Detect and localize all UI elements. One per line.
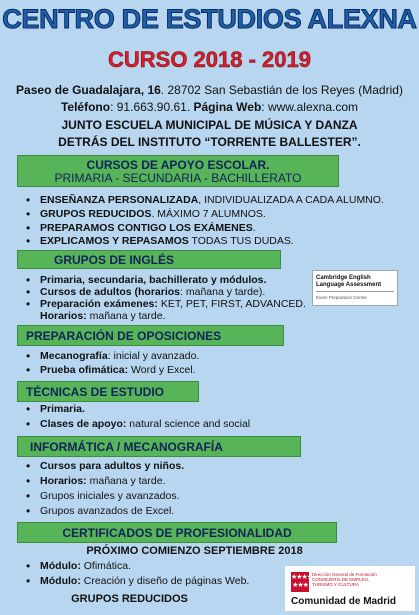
bullet-icon: •	[26, 193, 31, 207]
madrid-flag-icon: ★★★★ ★★★	[291, 572, 309, 592]
bullet-icon: •	[26, 574, 31, 588]
list-item: • Módulo: Creación y diseño de páginas Web.	[26, 574, 250, 588]
section-title: TÉCNICAS DE ESTUDIO	[26, 385, 165, 399]
list-item: • Horarios: mañana y tarde.	[26, 474, 166, 488]
section-levels: PRIMARIA - SECUNDARIA - BACHILLERATO	[54, 171, 302, 185]
section-tecnicas	[17, 381, 199, 402]
list-item: • Mecanografía: inicial y avanzado.	[26, 349, 200, 363]
cambridge-logo: Cambridge English Language Assessment Exam Preparation Centre	[312, 270, 398, 306]
section-title: INFORMÁTICA / MECANOGRAFÍA	[30, 440, 223, 454]
list-item: • Prueba ofimática: Word y Excel.	[26, 363, 196, 377]
logo-small-text: Dirección General de Formación CONSEJERÍA DE EMPLEO, TURISMO Y CULTURA	[312, 572, 377, 587]
list-item-continuation: Horarios: mañana y tarde.	[40, 310, 166, 322]
section-title: CERTIFICADOS DE PROFESIONALIDAD	[62, 526, 292, 540]
bullet-icon: •	[26, 221, 31, 235]
bullet-icon: •	[26, 489, 31, 503]
bullet-icon: •	[26, 402, 31, 416]
bullet-icon: •	[26, 273, 31, 287]
next-start: PRÓXIMO COMIENZO SEPTIEMBRE 2018	[86, 545, 303, 557]
list-item: • PREPARAMOS CONTIGO LOS EXÁMENES.	[26, 221, 256, 235]
bullet-icon: •	[26, 363, 31, 377]
section-title: GRUPOS DE INGLÉS	[54, 253, 175, 267]
web-label: Página Web	[193, 100, 262, 114]
list-item: • GRUPOS REDUCIDOS. MÁXIMO 7 ALUMNOS.	[26, 207, 266, 221]
section-certificados	[17, 522, 337, 543]
course-year: CURSO 2018 - 2019	[108, 47, 311, 72]
bullet-icon: •	[26, 474, 31, 488]
list-item: • Clases de apoyo: natural science and social	[26, 417, 251, 431]
list-item: • EXPLICAMOS Y REPASAMOS TODAS TUS DUDAS.	[26, 234, 294, 248]
small-groups: GRUPOS REDUCIDOS	[71, 593, 188, 605]
section-apoyo-escolar	[17, 155, 339, 187]
list-item: • Preparación exámenes: KET, PET, FIRST, ADVANCED.	[26, 297, 306, 311]
bullet-icon: •	[26, 417, 31, 431]
section-ingles	[17, 250, 281, 269]
web-value[interactable]: : www.alexna.com	[261, 100, 358, 114]
list-item: • Primaria.	[26, 402, 85, 416]
bullet-icon: •	[26, 504, 31, 518]
bullet-icon: •	[26, 459, 31, 473]
bullet-icon: •	[26, 207, 31, 221]
address-rest: . 28702 San Sebastián de los Reyes (Madrid)	[160, 83, 403, 97]
list-item: • Grupos avanzados de Excel.	[26, 504, 175, 518]
section-title: CURSOS DE APOYO ESCOLAR.	[86, 158, 270, 172]
comunidad-madrid-logo	[285, 566, 415, 611]
list-item: • ENSEÑANZA PERSONALIZADA, INDIVIDUALIZADA A CADA ALUMNO.	[26, 193, 384, 207]
section-title: PREPARACIÓN DE OPOSICIONES	[26, 329, 222, 343]
bullet-icon: •	[26, 285, 31, 299]
location-line-2: DETRÁS DEL INSTITUTO “TORRENTE BALLESTER”.	[58, 135, 361, 149]
contact-line	[0, 100, 419, 115]
list-item: • Cursos de adultos (horarios: mañana y tarde).	[26, 285, 266, 299]
bullet-icon: •	[26, 559, 31, 573]
list-item: • Módulo: Ofimática.	[26, 559, 132, 573]
page-title: CENTRO DE ESTUDIOS ALEXNA	[2, 4, 417, 34]
section-oposiciones	[17, 325, 284, 346]
bullet-icon: •	[26, 349, 31, 363]
bullet-icon: •	[26, 234, 31, 248]
address-line	[0, 83, 419, 98]
bullet-icon: •	[26, 297, 31, 311]
location-line-1: JUNTO ESCUELA MUNICIPAL DE MÚSICA Y DANZA	[61, 118, 358, 132]
phone-label: Teléfono	[60, 100, 111, 114]
phone-value: : 91.663.90.61.	[110, 100, 194, 114]
section-informatica	[17, 436, 301, 457]
address-street: Paseo de Guadalajara, 16	[16, 83, 161, 97]
logo-name: Comunidad de Madrid	[291, 596, 396, 607]
list-item: • Cursos para adultos y niños.	[26, 459, 185, 473]
list-item: • Grupos iniciales y avanzados.	[26, 489, 180, 503]
list-item: • Primaria, secundaria, bachillerato y módulos.	[26, 273, 267, 287]
